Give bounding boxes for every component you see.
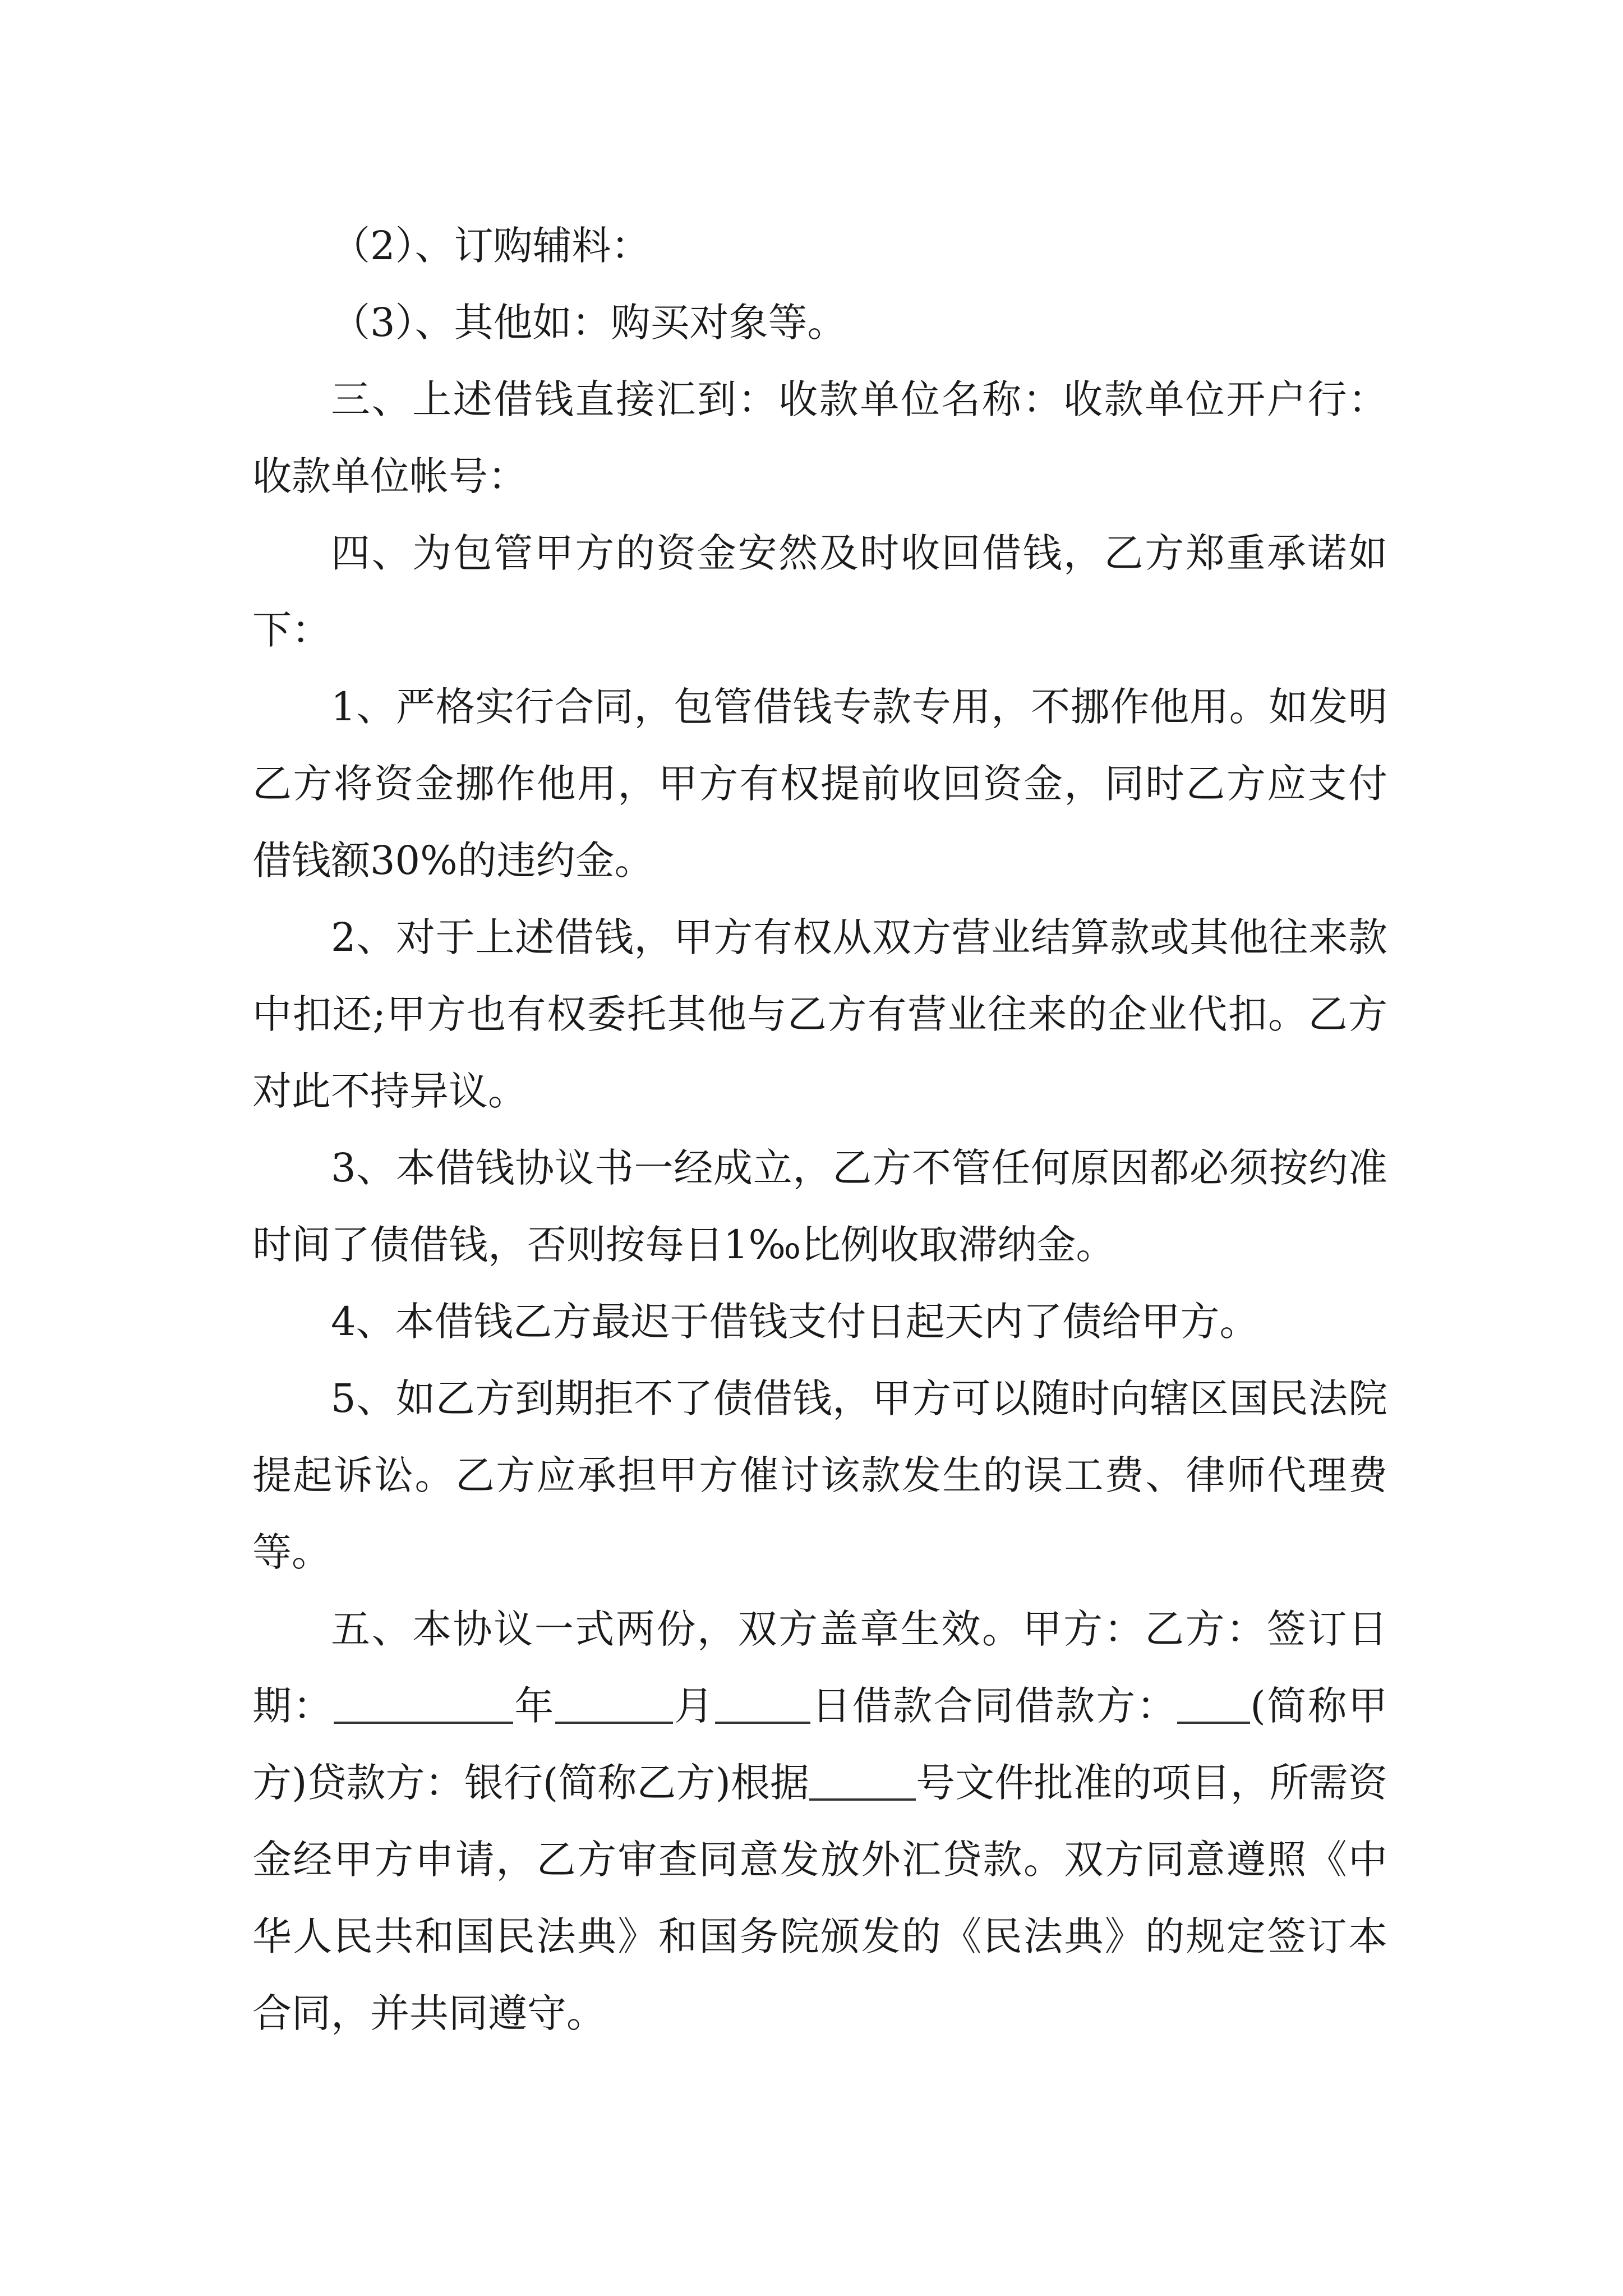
document-body [252,208,1387,2052]
contract-terms-text: 号文件批准的项目，所需资金经甲方申请，乙方审查同意发放外汇贷款。双方同意遵照《中华人民共和国民法典》和国务院颁发的《民法典》的规定签订本合同，并共同遵守。 [252,1760,1387,2036]
month-label: 月 [672,1683,715,1729]
borrower-blank [1177,1682,1250,1724]
lender-text: (简称甲方)贷款方：银行(简称乙方)根据 [252,1683,1388,1806]
paragraph-clause-5 [252,1591,1387,2052]
clause-5-text: 五、本协议一式两份，双方盖章生效。甲方：乙方：签订日期： [252,1606,1387,1729]
paragraph-clause-3: 三、上述借钱直接汇到：收款单位名称：收款单位开户行：收款单位帐号： [252,376,1387,499]
paragraph-item-4: 4、本借钱乙方最迟于借钱支付日起天内了债给甲方。 [331,1299,1259,1345]
paragraph-item-2: 2、对于上述借钱，甲方有权从双方营业结算款或其他往来款中扣还;甲方也有权委托其他与乙方有营业往来的企业代扣。乙方对此不持异议。 [252,914,1387,1114]
paragraph-subitem-3: （3）、其他如：购买对象等。 [331,300,847,346]
paragraph-item-3: 3、本借钱协议书一经成立，乙方不管任何原因都必须按约准时间了债借钱，否则按每日1‰比例收取滞纳金。 [252,1145,1387,1268]
paragraph-item-1: 1、严格实行合同，包管借钱专款专用，不挪作他用。如发明乙方将资金挪作他用，甲方有权提前收回资金，同时乙方应支付借钱额30%的违约金。 [252,684,1387,884]
paragraph-item-5: 5、如乙方到期拒不了债借钱，甲方可以随时向辖区国民法院提起诉讼。乙方应承担甲方催讨该款发生的误工费、律师代理费等。 [252,1375,1387,1575]
document-number-blank [809,1759,916,1801]
month-blank [555,1682,673,1724]
paragraph-subitem-2: （2）、订购辅料： [331,223,651,269]
paragraph-clause-4: 四、为包管甲方的资金安然及时收回借钱，乙方郑重承诺如下： [252,530,1387,653]
year-label: 年 [513,1683,555,1729]
year-blank [334,1682,513,1724]
contract-intro-text: 日借款合同借款方： [810,1683,1178,1729]
day-blank [715,1682,810,1724]
